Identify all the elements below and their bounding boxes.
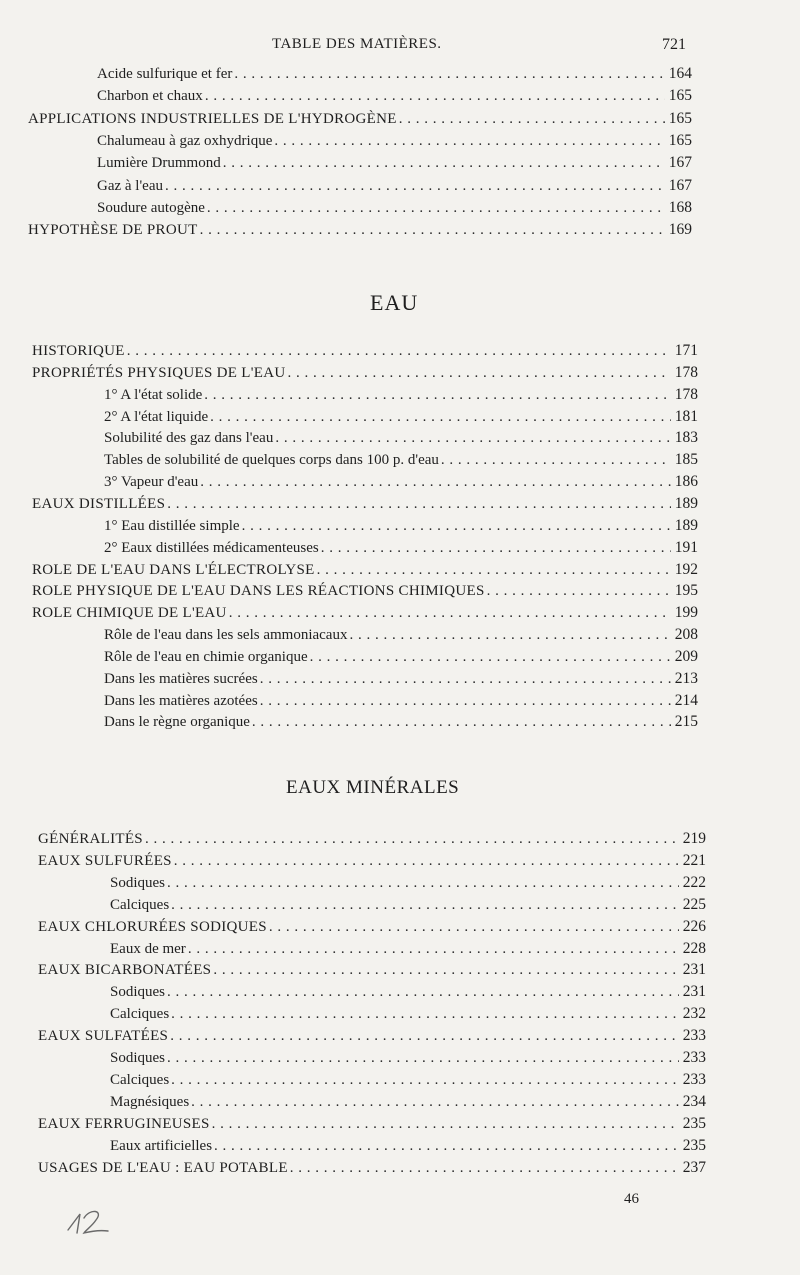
toc-entry-page: 231 bbox=[682, 961, 706, 979]
dot-leader bbox=[288, 1160, 679, 1177]
handwritten-note bbox=[60, 1200, 120, 1245]
toc-entry-sub bbox=[110, 1049, 706, 1071]
toc-entry-sub bbox=[110, 874, 706, 896]
toc-entry-label: ROLE CHIMIQUE DE L'EAU bbox=[32, 605, 227, 622]
toc-entry-label: EAUX CHLORURÉES SODIQUES bbox=[38, 918, 267, 935]
dot-leader bbox=[165, 875, 679, 892]
dot-leader bbox=[250, 714, 671, 731]
toc-entry-page: 167 bbox=[668, 176, 692, 194]
toc-entry-label: Soudure autogène bbox=[97, 199, 205, 216]
dot-leader bbox=[210, 1116, 679, 1133]
toc-entry-main bbox=[38, 961, 706, 983]
toc-entry-label: PROPRIÉTÉS PHYSIQUES DE L'EAU bbox=[32, 364, 286, 381]
toc-entry-sub bbox=[110, 1005, 706, 1027]
toc-entry-sub bbox=[110, 983, 706, 1005]
toc-entry-label: Solubilité des gaz dans l'eau bbox=[104, 430, 274, 447]
dot-leader bbox=[169, 897, 679, 914]
dot-leader bbox=[232, 66, 664, 83]
toc-entry-page: 195 bbox=[674, 582, 698, 600]
toc-entry-page: 237 bbox=[682, 1158, 706, 1176]
dot-leader bbox=[273, 430, 670, 447]
toc-entry-page: 168 bbox=[668, 198, 692, 216]
toc-entry-label: Gaz à l'eau bbox=[97, 177, 163, 194]
toc-entry-page: 214 bbox=[674, 691, 698, 709]
toc-entry-page: 186 bbox=[674, 473, 698, 491]
toc-entry-page: 199 bbox=[674, 604, 698, 622]
dot-leader bbox=[208, 409, 671, 426]
toc-entry-label: Eaux artificielles bbox=[110, 1137, 213, 1154]
toc-entry-label: HYPOTHÈSE DE PROUT bbox=[28, 222, 198, 239]
toc-entry-page: 164 bbox=[668, 65, 692, 82]
dot-leader bbox=[397, 111, 665, 128]
toc-entry-label: EAUX SULFURÉES bbox=[38, 852, 172, 869]
toc-entry-page: 222 bbox=[682, 873, 706, 891]
toc-entry-page: 178 bbox=[674, 385, 698, 403]
toc-entry-label: ROLE DE L'EAU DANS L'ÉLECTROLYSE bbox=[32, 561, 315, 578]
toc-entry-page: 165 bbox=[668, 109, 692, 127]
toc-entry-page: 215 bbox=[674, 713, 698, 731]
handwritten-12-icon bbox=[60, 1200, 120, 1240]
toc-entry-page: 209 bbox=[674, 647, 698, 665]
toc-entry-page: 183 bbox=[674, 429, 698, 447]
running-head bbox=[0, 36, 800, 58]
toc-entry-page: 192 bbox=[674, 560, 698, 578]
toc-entry-label: EAUX SULFATÉES bbox=[38, 1028, 169, 1045]
toc-entry-page: 213 bbox=[674, 669, 698, 687]
dot-leader bbox=[165, 1050, 679, 1067]
toc-entry-label: Calciques bbox=[110, 1071, 170, 1088]
toc-entry-main bbox=[32, 604, 698, 626]
toc-entry-sub bbox=[104, 429, 698, 451]
toc-entry-sub bbox=[104, 626, 698, 648]
toc-entry-main bbox=[32, 342, 698, 364]
toc-entry-label: Chalumeau à gaz oxhydrique bbox=[97, 132, 273, 149]
toc-entry-sub bbox=[110, 1071, 706, 1093]
dot-leader bbox=[169, 1072, 679, 1089]
toc-entry-label: 1° Eau distillée simple bbox=[104, 517, 240, 534]
dot-leader bbox=[189, 1094, 679, 1111]
toc-entry-sub bbox=[110, 1093, 706, 1115]
toc-entry-label: 2° Eaux distillées médicamenteuses bbox=[104, 539, 319, 556]
toc-entry-page: 231 bbox=[682, 983, 706, 1001]
dot-leader bbox=[205, 200, 665, 217]
toc-entry-sub bbox=[104, 473, 698, 495]
dot-leader bbox=[186, 941, 679, 958]
toc-entry-main bbox=[28, 221, 692, 243]
dot-leader bbox=[221, 155, 665, 172]
toc-entry-main bbox=[32, 582, 698, 604]
toc-entry-page: 165 bbox=[668, 87, 692, 105]
toc-entry-label: Dans les matières sucrées bbox=[104, 670, 258, 687]
dot-leader bbox=[258, 671, 671, 688]
toc-entry-label: Sodiques bbox=[110, 984, 166, 1001]
toc-entry-page: 189 bbox=[674, 516, 698, 534]
toc-entry-page: 233 bbox=[682, 1027, 706, 1045]
toc-entry-label: Rôle de l'eau dans les sels ammoniacaux bbox=[104, 627, 348, 644]
section-heading-eau: EAU bbox=[370, 290, 419, 315]
toc-entry-page: 165 bbox=[668, 131, 692, 149]
toc-entry-main bbox=[32, 495, 698, 517]
toc-entry-page: 171 bbox=[674, 342, 698, 359]
toc-entry-label: 2° A l'état liquide bbox=[104, 408, 209, 425]
toc-entry-page: 191 bbox=[674, 538, 698, 556]
toc-entry-label: Acide sulfurique et fer bbox=[97, 66, 233, 82]
toc-entry-main bbox=[32, 364, 698, 386]
toc-entry-page: 185 bbox=[674, 451, 698, 469]
dot-leader bbox=[163, 178, 665, 195]
toc-entry-label: Lumière Drummond bbox=[97, 155, 221, 172]
toc-entry-page: 235 bbox=[682, 1114, 706, 1132]
toc-entry-main bbox=[28, 110, 692, 132]
dot-leader bbox=[169, 1006, 679, 1023]
dot-leader bbox=[202, 387, 670, 404]
dot-leader bbox=[211, 962, 678, 979]
toc-entry-sub bbox=[97, 65, 692, 87]
toc-entry-sub bbox=[104, 408, 698, 430]
toc-entry-page: 221 bbox=[682, 851, 706, 869]
toc-entry-page: 225 bbox=[682, 895, 706, 913]
dot-leader bbox=[439, 452, 671, 469]
toc-entry-label: Calciques bbox=[110, 1006, 170, 1023]
toc-entry-page: 167 bbox=[668, 154, 692, 172]
dot-leader bbox=[172, 853, 679, 870]
toc-entry-label: 1° A l'état solide bbox=[104, 386, 203, 403]
toc-entry-label: Sodiques bbox=[110, 874, 166, 891]
dot-leader bbox=[198, 222, 665, 239]
dot-leader bbox=[272, 133, 664, 150]
toc-entry-label: Rôle de l'eau en chimie organique bbox=[104, 648, 308, 665]
toc-entry-main bbox=[38, 830, 706, 852]
section-heading-eaux-minerales: EAUX MINÉRALES bbox=[286, 777, 460, 798]
toc-entry-sub bbox=[97, 177, 692, 199]
toc-entry-label: EAUX DISTILLÉES bbox=[32, 495, 166, 512]
toc-entry-page: 233 bbox=[682, 1070, 706, 1088]
toc-entry-sub bbox=[104, 451, 698, 473]
toc-entry-page: 178 bbox=[674, 363, 698, 381]
toc-entry-sub bbox=[104, 539, 698, 561]
toc-entry-page: 219 bbox=[682, 830, 706, 847]
toc-entry-label: Charbon et chaux bbox=[97, 88, 203, 105]
dot-leader bbox=[203, 88, 665, 105]
toc-entry-label: Magnésiques bbox=[110, 1093, 190, 1110]
dot-leader bbox=[168, 1028, 679, 1045]
dot-leader bbox=[258, 693, 671, 710]
toc-entry-label: USAGES DE L'EAU : EAU POTABLE bbox=[38, 1159, 288, 1176]
dot-leader bbox=[240, 518, 671, 535]
toc-entry-label: Sodiques bbox=[110, 1050, 166, 1066]
dot-leader bbox=[125, 343, 671, 360]
toc-entry-sub bbox=[110, 1137, 706, 1159]
toc-entry-page: 235 bbox=[682, 1136, 706, 1154]
toc-entry-sub bbox=[97, 199, 692, 221]
toc-entry-page: 169 bbox=[668, 221, 692, 239]
dot-leader bbox=[165, 496, 671, 513]
toc-entry-sub bbox=[104, 692, 698, 714]
dot-leader bbox=[347, 627, 670, 644]
toc-entry-page: 189 bbox=[674, 494, 698, 512]
dot-leader bbox=[286, 365, 671, 382]
dot-leader bbox=[319, 540, 671, 557]
toc-entry-sub bbox=[104, 386, 698, 408]
toc-entry-page: 233 bbox=[682, 1049, 706, 1066]
toc-entry-label: HISTORIQUE bbox=[32, 343, 125, 359]
toc-entry-label: EAUX BICARBONATÉES bbox=[38, 962, 212, 979]
toc-entry-main bbox=[38, 1027, 706, 1049]
toc-entry-sub bbox=[97, 132, 692, 154]
dot-leader bbox=[165, 984, 679, 1001]
toc-entry-main bbox=[38, 1159, 706, 1181]
dot-leader bbox=[212, 1138, 679, 1155]
toc-entry-sub bbox=[110, 896, 706, 918]
toc-entry-main bbox=[38, 918, 706, 940]
toc-entry-main bbox=[38, 852, 706, 874]
dot-leader bbox=[315, 562, 671, 579]
toc-entry-page: 228 bbox=[682, 939, 706, 957]
page-number: 721 bbox=[662, 36, 686, 53]
dot-leader bbox=[485, 583, 671, 600]
dot-leader bbox=[198, 474, 671, 491]
toc-entry-label: Tables de solubilité de quelques corps dans 100 p. d'eau bbox=[104, 452, 439, 469]
toc-entry-label: EAUX FERRUGINEUSES bbox=[38, 1115, 210, 1132]
toc-entry-sub bbox=[104, 517, 698, 539]
toc-entry-label: Dans le règne organique bbox=[104, 714, 250, 731]
toc-entry-label: 3° Vapeur d'eau bbox=[104, 474, 199, 491]
toc-entry-sub bbox=[104, 648, 698, 670]
toc-entry-sub bbox=[110, 940, 706, 962]
toc-entry-page: 181 bbox=[674, 407, 698, 425]
dot-leader bbox=[308, 649, 671, 666]
toc-entry-page: 234 bbox=[682, 1092, 706, 1110]
toc-entry-label: APPLICATIONS INDUSTRIELLES DE L'HYDROGÈNE bbox=[28, 110, 397, 127]
dot-leader bbox=[267, 919, 679, 936]
toc-entry-page: 208 bbox=[674, 626, 698, 644]
toc-entry-label: Dans les matières azotées bbox=[104, 692, 258, 709]
toc-entry-sub bbox=[97, 87, 692, 109]
toc-entry-sub bbox=[104, 713, 698, 735]
toc-entry-sub bbox=[97, 154, 692, 176]
signature-mark: 46 bbox=[624, 1191, 639, 1207]
page-title: TABLE DES MATIÈRES. bbox=[272, 36, 442, 52]
toc-entry-sub bbox=[104, 670, 698, 692]
toc-entry-page: 226 bbox=[682, 917, 706, 935]
toc-entry-main bbox=[32, 561, 698, 583]
toc-entry-label: GÉNÉRALITÉS bbox=[38, 831, 143, 847]
toc-entry-label: Eaux de mer bbox=[110, 940, 186, 957]
dot-leader bbox=[227, 605, 671, 622]
toc-entry-label: Calciques bbox=[110, 896, 170, 913]
toc-entry-label: ROLE PHYSIQUE DE L'EAU DANS LES RÉACTIONS CHIMIQUES bbox=[32, 583, 485, 600]
toc-entry-main bbox=[38, 1115, 706, 1137]
dot-leader bbox=[143, 831, 679, 848]
toc-entry-page: 232 bbox=[682, 1005, 706, 1023]
